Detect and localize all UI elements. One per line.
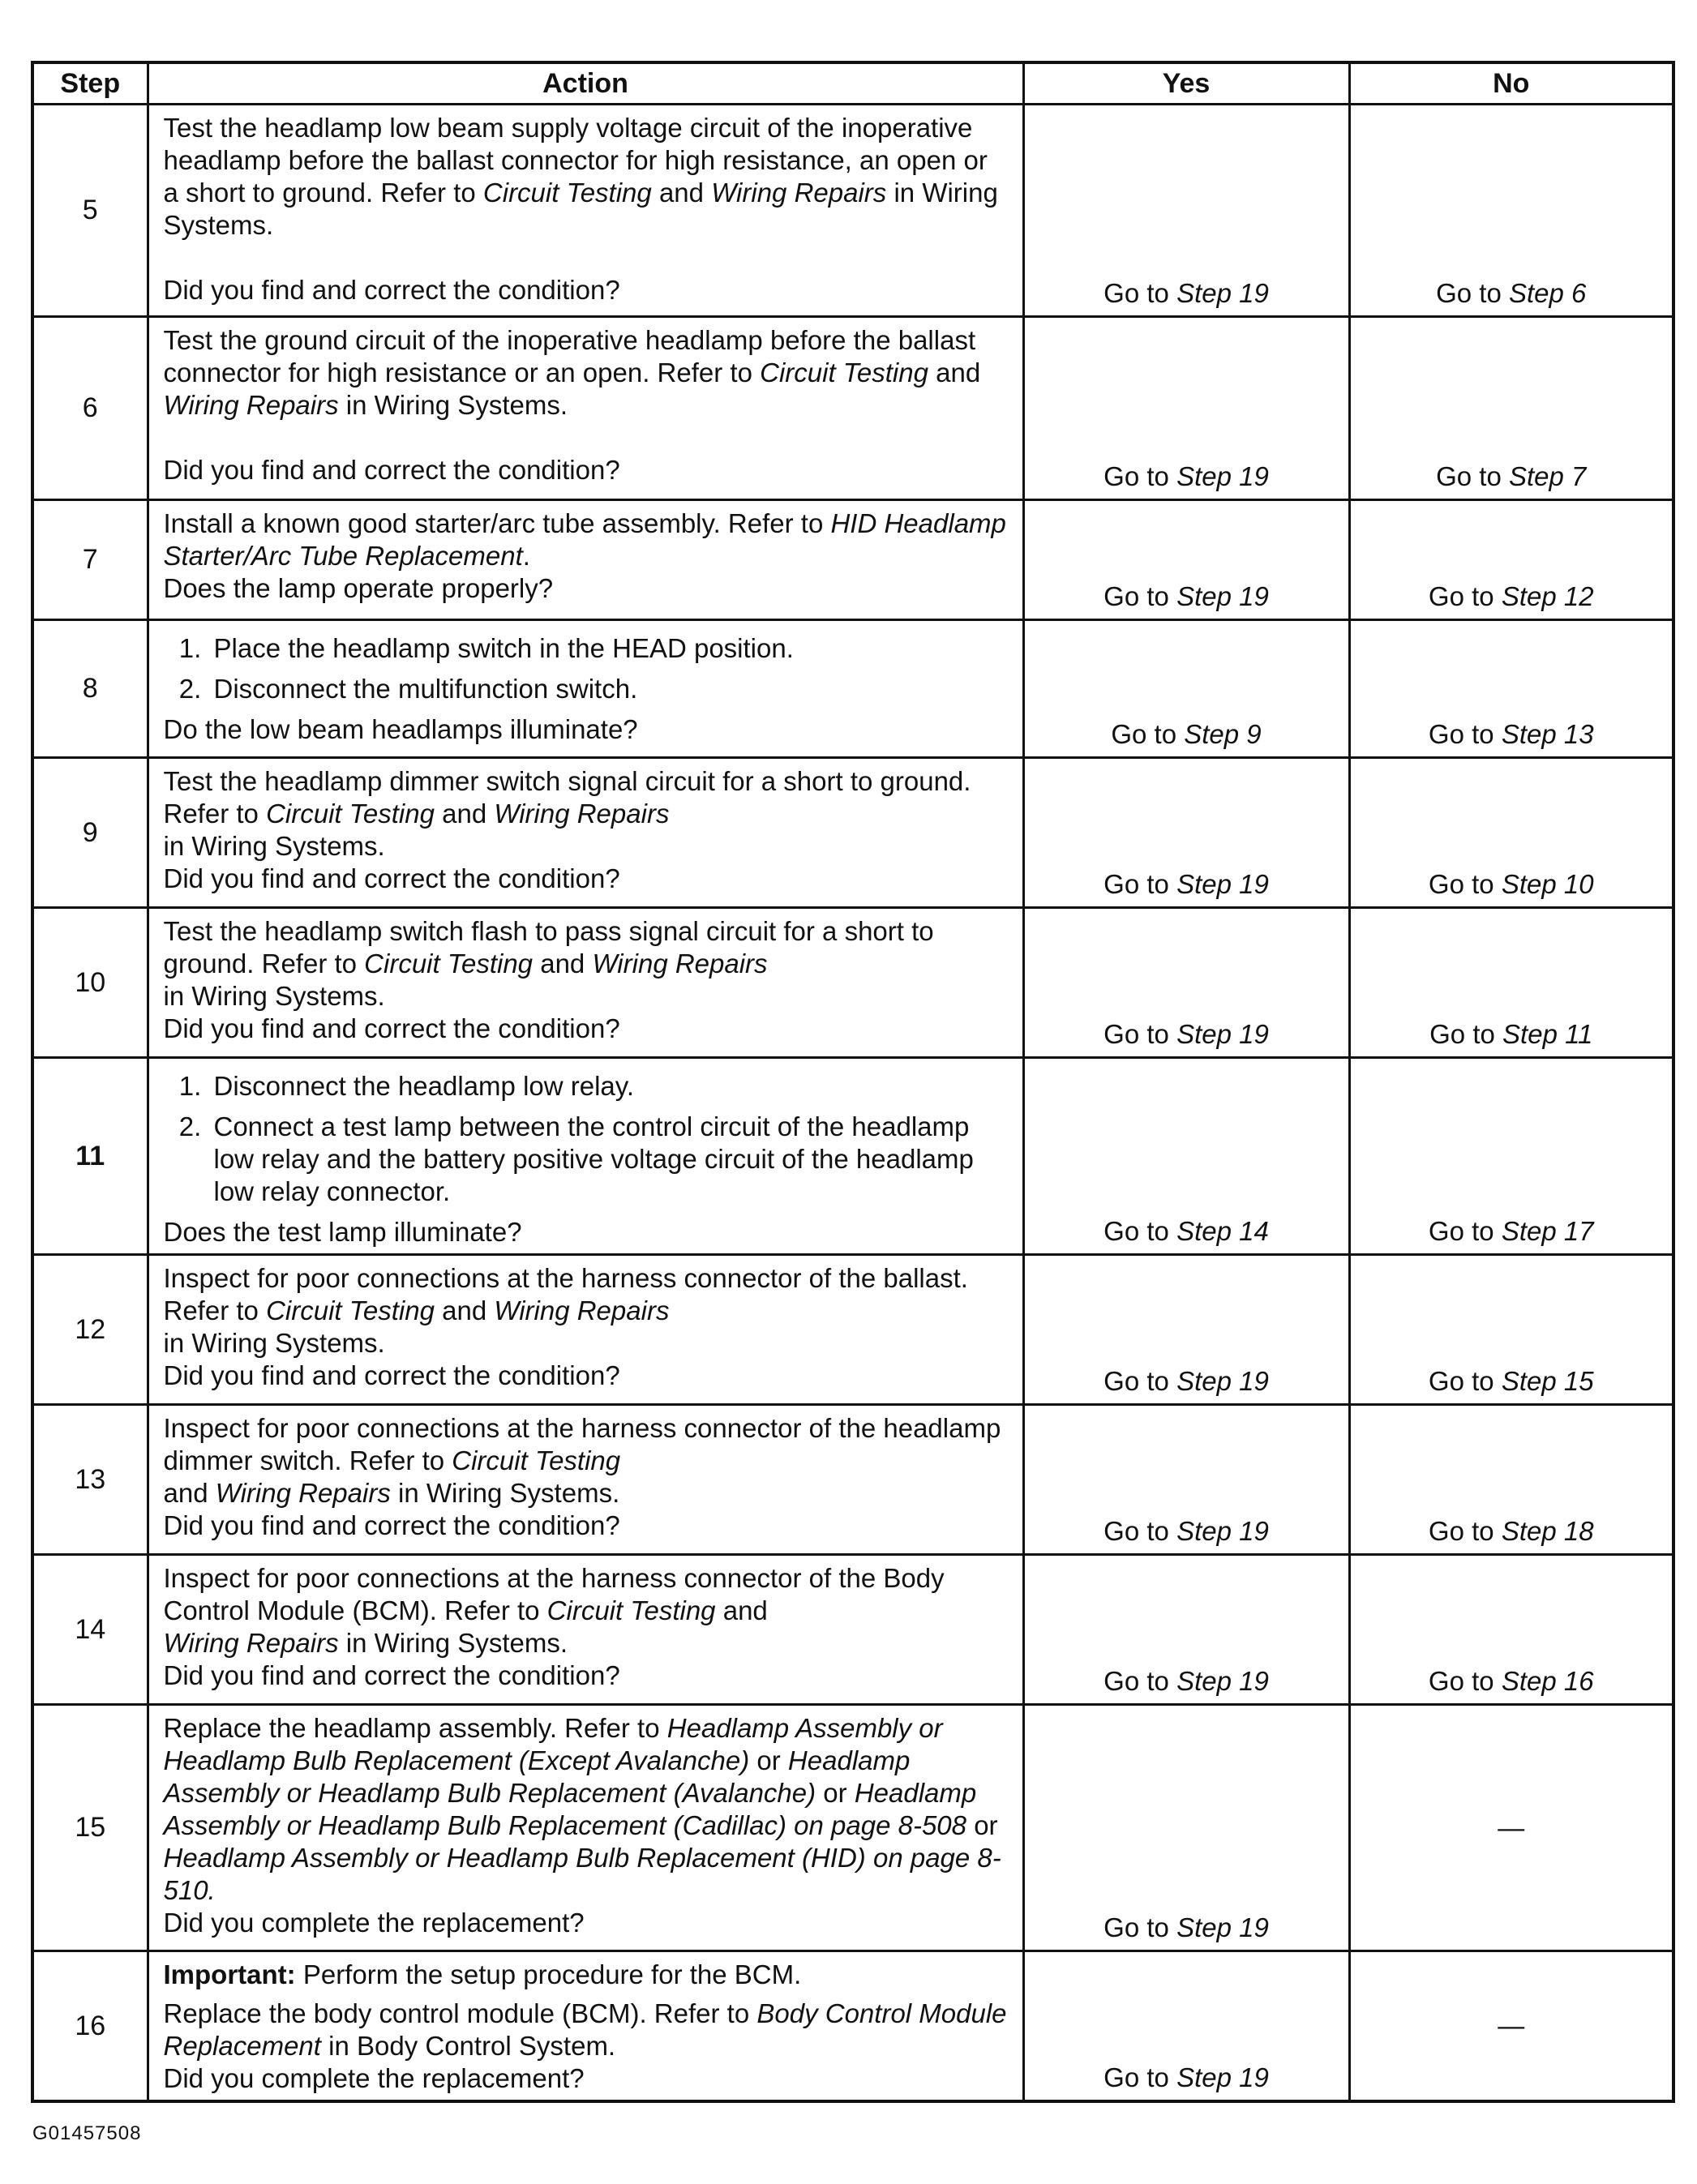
no-result: Go to Step 7: [1349, 317, 1673, 500]
table-row: [32, 1705, 1673, 1951]
yes-result: Go to Step 19: [1023, 1705, 1349, 1951]
header-action: Action: [148, 62, 1023, 105]
table-row: [32, 908, 1673, 1058]
action-question: Did you complete the replacement?: [163, 1908, 585, 1938]
table-row: [32, 1951, 1673, 2102]
action-cell: [148, 1255, 1023, 1405]
action-question: Does the lamp operate properly?: [163, 573, 554, 603]
list-item: 2. Connect a test lamp between the control circuit of the headlamp low relay and the battery positive voltage circuit of the headlamp low relay connector.: [209, 1111, 1009, 1208]
step-number: 15: [32, 1705, 148, 1951]
no-result: Go to Step 16: [1349, 1555, 1673, 1705]
yes-result: Go to Step 19: [1023, 758, 1349, 908]
action-question: Did you find and correct the condition?: [163, 275, 620, 305]
action-cell: [148, 908, 1023, 1058]
action-cell: [148, 1405, 1023, 1555]
table-row: [32, 1255, 1673, 1405]
header-row: [32, 62, 1673, 105]
action-text: Inspect for poor connections at the harness connector of the Body Control Module (BCM). Refer to Circuit Testing and Wiring Repairs in Wiring Systems.: [163, 1563, 945, 1658]
action-cell: [148, 620, 1023, 758]
header-step: Step: [32, 62, 148, 105]
table-row: [32, 500, 1673, 620]
table-row: [32, 317, 1673, 500]
action-cell: [148, 317, 1023, 500]
no-result: —: [1349, 1951, 1673, 2102]
table-row: [32, 620, 1673, 758]
no-result: Go to Step 11: [1349, 908, 1673, 1058]
yes-result: Go to Step 19: [1023, 1951, 1349, 2102]
action-cell: [148, 1951, 1023, 2102]
no-result: Go to Step 17: [1349, 1058, 1673, 1255]
step-number: 10: [32, 908, 148, 1058]
table-row: [32, 1405, 1673, 1555]
step-number: 8: [32, 620, 148, 758]
header-no: No: [1349, 62, 1673, 105]
yes-result: Go to Step 19: [1023, 1405, 1349, 1555]
action-question: Did you find and correct the condition?: [163, 1013, 620, 1043]
action-text: Test the ground circuit of the inoperative headlamp before the ballast connector for high resistance or an open. Refer to Circuit Testing and Wiring Repairs in Wiring Systems.: [163, 325, 981, 420]
action-steps-list: [164, 632, 1009, 705]
no-result: Go to Step 13: [1349, 620, 1673, 758]
action-cell: [148, 500, 1023, 620]
step-number: 6: [32, 317, 148, 500]
figure-id: G01457508: [32, 2122, 142, 2144]
action-text: Test the headlamp low beam supply voltage circuit of the inoperative headlamp before the ballast connector for high resistance, an open or a short to ground. Refer to Circuit Testing and Wiring Repairs in Wiring Systems.: [163, 113, 998, 240]
action-cell: [148, 1058, 1023, 1255]
step-number: 13: [32, 1405, 148, 1555]
no-result: Go to Step 12: [1349, 500, 1673, 620]
action-question: Did you find and correct the condition?: [163, 863, 620, 893]
table-row: [32, 105, 1673, 317]
step-number: 9: [32, 758, 148, 908]
no-result: Go to Step 15: [1349, 1255, 1673, 1405]
no-result: —: [1349, 1705, 1673, 1951]
action-question: Did you complete the replacement?: [163, 2063, 585, 2093]
action-cell: [148, 105, 1023, 317]
yes-result: Go to Step 19: [1023, 1555, 1349, 1705]
yes-result: Go to Step 19: [1023, 908, 1349, 1058]
action-steps-list: [164, 1070, 1009, 1208]
action-question: Do the low beam headlamps illuminate?: [163, 714, 638, 744]
step-number: 12: [32, 1255, 148, 1405]
no-result: Go to Step 10: [1349, 758, 1673, 908]
yes-result: Go to Step 19: [1023, 105, 1349, 317]
table-row: [32, 1555, 1673, 1705]
action-question: Did you find and correct the condition?: [163, 455, 620, 485]
list-item: 1. Disconnect the headlamp low relay.: [209, 1070, 1009, 1103]
header-yes: Yes: [1023, 62, 1349, 105]
action-text: Test the headlamp switch flash to pass signal circuit for a short to ground. Refer to Circuit Testing and Wiring Repairs in Wiring Systems.: [163, 916, 934, 1011]
action-text: Install a known good starter/arc tube assembly. Refer to HID Headlamp Starter/Arc Tube Replacement.: [163, 508, 1006, 571]
action-question: Did you find and correct the condition?: [163, 1360, 620, 1390]
diagnostic-table: [31, 61, 1675, 2103]
no-result: Go to Step 6: [1349, 105, 1673, 317]
action-question: Did you find and correct the condition?: [163, 1510, 620, 1540]
action-question: Does the test lamp illuminate?: [163, 1217, 522, 1247]
yes-result: Go to Step 19: [1023, 500, 1349, 620]
yes-result: Go to Step 19: [1023, 1255, 1349, 1405]
step-number: 7: [32, 500, 148, 620]
step-number: 5: [32, 105, 148, 317]
table-row: [32, 758, 1673, 908]
yes-result: Go to Step 9: [1023, 620, 1349, 758]
action-cell: [148, 758, 1023, 908]
action-cell: [148, 1705, 1023, 1951]
step-number: 11: [32, 1058, 148, 1255]
list-item: 2. Disconnect the multifunction switch.: [209, 673, 1009, 705]
action-text: Inspect for poor connections at the harness connector of the ballast. Refer to Circuit Testing and Wiring Repairs in Wiring Systems.: [163, 1263, 968, 1358]
yes-result: Go to Step 14: [1023, 1058, 1349, 1255]
table-row: [32, 1058, 1673, 1255]
action-question: Did you find and correct the condition?: [163, 1660, 620, 1690]
action-cell: [148, 1555, 1023, 1705]
no-result: Go to Step 18: [1349, 1405, 1673, 1555]
action-text: Replace the headlamp assembly. Refer to Headlamp Assembly or Headlamp Bulb Replacement (Except Avalanche) or Headlamp Assembly or Headlamp Bulb Replacement (Avalanche) or Headlamp Assembly or Headlamp Bulb Replacement (Cadillac) on page 8-508 or Headlamp Assembly or Headlamp Bulb Replacement (HID) on page 8-510.: [163, 1713, 1001, 1905]
step-number: 16: [32, 1951, 148, 2102]
action-text: Test the headlamp dimmer switch signal circuit for a short to ground. Refer to Circuit Testing and Wiring Repairs in Wiring Systems.: [163, 766, 971, 861]
yes-result: Go to Step 19: [1023, 317, 1349, 500]
list-item: 1. Place the headlamp switch in the HEAD position.: [209, 632, 1009, 665]
important-note: Important: Perform the setup procedure for the BCM.: [163, 1959, 802, 1989]
action-text: Inspect for poor connections at the harness connector of the headlamp dimmer switch. Refer to Circuit Testing and Wiring Repairs in Wiring Systems.: [163, 1413, 1001, 1508]
step-number: 14: [32, 1555, 148, 1705]
action-text: Replace the body control module (BCM). Refer to Body Control Module Replacement in Body Control System.: [163, 1998, 1007, 2061]
